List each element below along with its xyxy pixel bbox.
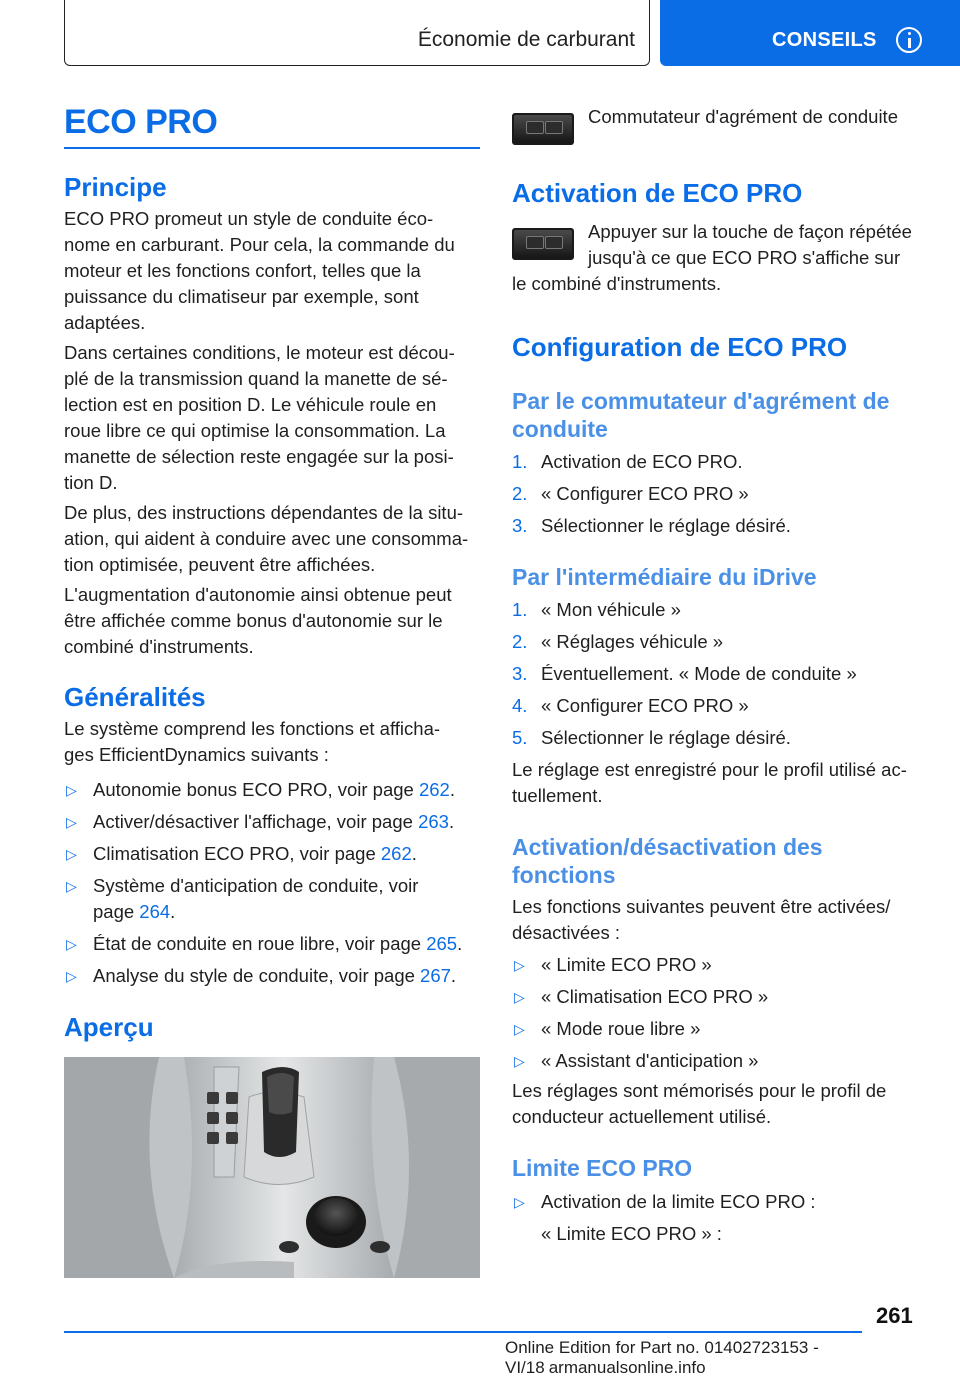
section-label: CONSEILS bbox=[772, 29, 877, 51]
triangle-bullet-icon: ▷ bbox=[514, 1021, 525, 1037]
principe-paragraph-2: Dans certaines conditions, le moteur est décou- plé de la transmission quand la manette de sé- lection est en position D. Le véhicule roule en roue libre ce qui optimise la consommation. La manette de sélection reste engagée sur la posi- tion D. bbox=[64, 342, 455, 493]
triangle-bullet-icon: ▷ bbox=[514, 989, 525, 1005]
triangle-bullet-icon: ▷ bbox=[66, 814, 77, 830]
triangle-bullet-icon: ▷ bbox=[514, 1053, 525, 1069]
page-link[interactable]: 262 bbox=[380, 843, 412, 864]
heading-idrive: Par l'intermédiaire du iDrive bbox=[512, 564, 817, 590]
page-link[interactable]: 265 bbox=[426, 933, 458, 954]
console-illustration bbox=[64, 1057, 480, 1278]
triangle-bullet-icon: ▷ bbox=[514, 1194, 525, 1210]
principe-paragraph-4: L'augmentation d'autonomie ainsi obtenue peut être affichée comme bonus d'autonomie sur le combiné d'instruments. bbox=[64, 584, 452, 657]
chapter-title: Économie de carburant bbox=[417, 28, 635, 51]
driving-switch-icon bbox=[512, 228, 574, 260]
footer-edition: Online Edition for Part no. 01402723153 - VI/18 armanualsonline.info bbox=[505, 1338, 819, 1377]
heading-activation: Activation de ECO PRO bbox=[512, 178, 803, 208]
page-link[interactable]: 264 bbox=[139, 901, 171, 922]
brand-watermark: armanualsonline.info bbox=[548, 1358, 706, 1377]
triangle-bullet-icon: ▷ bbox=[66, 968, 77, 984]
activation-text-end: le combiné d'instruments. bbox=[512, 273, 722, 294]
page-link[interactable]: 262 bbox=[418, 779, 450, 800]
page-link[interactable]: 263 bbox=[418, 811, 449, 832]
driving-switch-icon bbox=[512, 113, 574, 145]
heading-generalites: Généralités bbox=[64, 682, 206, 712]
switch-caption: Commutateur d'agrément de conduite bbox=[588, 106, 898, 127]
page-link[interactable]: 267 bbox=[420, 965, 451, 986]
triangle-bullet-icon: ▷ bbox=[514, 957, 525, 973]
principe-paragraph-1: ECO PRO promeut un style de conduite éco- nome en carburant. Pour cela, la commande du moteur et les fonctions confort, telles que la puissance du climatiseur par exemple, sont adaptées. bbox=[64, 208, 455, 333]
activation-text: Appuyer sur la touche de façon répétée jusqu'à ce que ECO PRO s'affiche sur bbox=[588, 221, 912, 268]
generalites-intro: Le système comprend les fonctions et afficha- ges EfficientDynamics suivants : bbox=[64, 718, 441, 765]
principe-paragraph-3: De plus, des instructions dépendantes de la situ- ation, qui aident à conduire avec une consomma- tion optimisée, peuvent être affichées. bbox=[64, 502, 469, 575]
heading-principe: Principe bbox=[64, 172, 167, 202]
heading-apercu: Aperçu bbox=[64, 1012, 154, 1042]
idrive-note: Le réglage est enregistré pour le profil utilisé ac- tuellement. bbox=[512, 759, 907, 806]
page-number: 261 bbox=[876, 1303, 913, 1328]
title-divider bbox=[64, 147, 480, 149]
triangle-bullet-icon: ▷ bbox=[66, 782, 77, 798]
fonctions-intro: Les fonctions suivantes peuvent être activées/ désactivées : bbox=[512, 896, 891, 943]
heading-limite: Limite ECO PRO bbox=[512, 1155, 693, 1181]
header-chapter-box bbox=[64, 0, 650, 66]
heading-activation-fonctions: Activation/désactivation des fonctions bbox=[512, 834, 823, 888]
heading-configuration: Configuration de ECO PRO bbox=[512, 332, 848, 362]
center-console-photo bbox=[64, 1057, 480, 1278]
heading-par-commutateur: Par le commutateur d'agrément de conduite bbox=[512, 388, 890, 442]
page-title: ECO PRO bbox=[64, 103, 218, 141]
triangle-bullet-icon: ▷ bbox=[66, 846, 77, 862]
info-icon bbox=[896, 27, 922, 53]
triangle-bullet-icon: ▷ bbox=[66, 936, 77, 952]
triangle-bullet-icon: ▷ bbox=[66, 878, 77, 894]
header-section-tab bbox=[660, 0, 960, 66]
fonctions-note: Les réglages sont mémorisés pour le profil de conducteur actuellement utilisé. bbox=[512, 1080, 887, 1127]
footer-divider bbox=[64, 1331, 862, 1333]
